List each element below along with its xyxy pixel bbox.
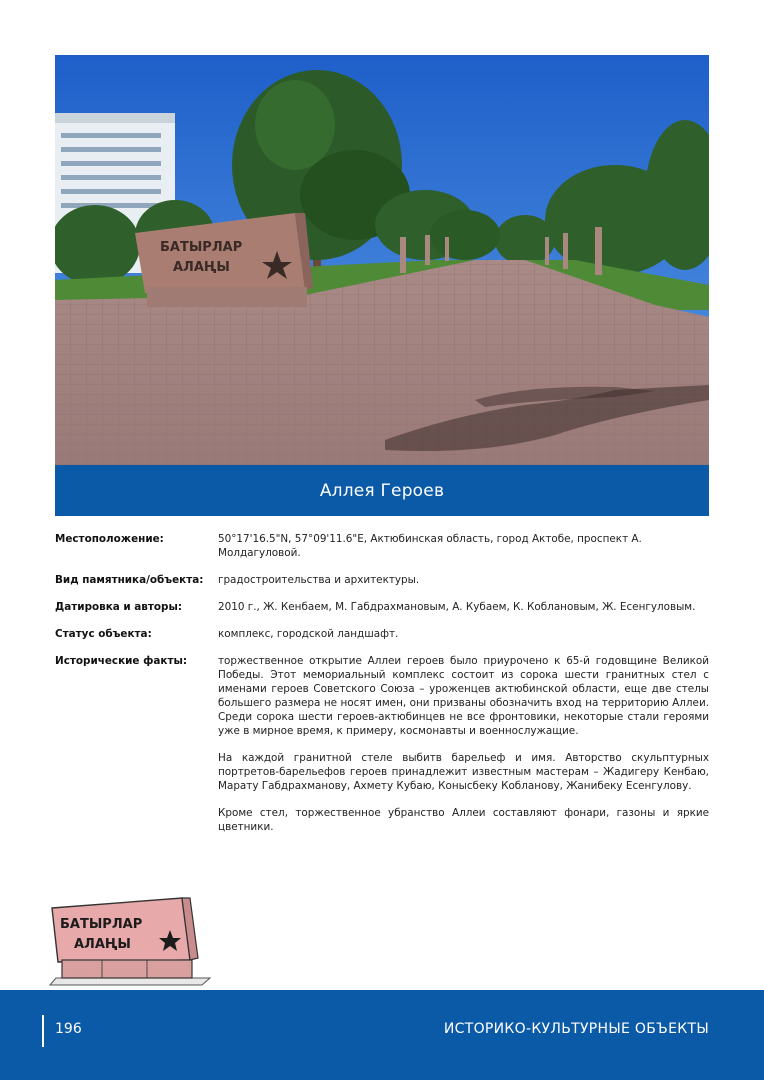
info-label: Вид памятника/объекта:: [55, 574, 204, 586]
info-label: Статус объекта:: [55, 628, 152, 640]
photo-illustration: [55, 55, 709, 465]
info-value: [218, 654, 709, 834]
history-paragraph: Кроме стел, торжественное убранство Аллеи составляют фонари, газоны и яркие цветники.: [218, 807, 709, 833]
monument-sketch: [42, 890, 217, 990]
footer-divider: [42, 1015, 44, 1047]
info-label: Исторические факты:: [55, 655, 188, 667]
section-title: ИСТОРИКО-КУЛЬТУРНЫЕ ОБЪЕКТЫ: [443, 1021, 709, 1037]
info-row-status: [55, 627, 709, 641]
info-value: комплекс, городской ландшафт.: [218, 628, 399, 640]
history-paragraph: На каждой гранитной стеле выбитв барельеф и имя. Авторство скульптурных портретов-барельефов героев принадлежит известным мастерам – Жадигеру Кенбаю, Марату Габдрахманову, Ахмету Кубаю, Конысбеку Кобланову, Жанибеку Есенгулову.: [218, 752, 709, 792]
info-row-type: [55, 573, 709, 587]
info-label: Датировка и авторы:: [55, 601, 183, 613]
info-row-location: [55, 532, 709, 560]
sketch-text-line2: АЛАҢЫ: [74, 937, 131, 952]
info-row-dating: [55, 600, 709, 614]
info-value: 50°17'16.5"N, 57°09'11.6"E, Актюбинская область, город Актобе, проспект А. Молдагуловой.: [218, 533, 642, 559]
info-table: [55, 532, 709, 847]
monument-text-line2: АЛАҢЫ: [173, 260, 230, 275]
info-row-history: [55, 654, 709, 834]
page-footer: [0, 990, 764, 1080]
info-label: Местоположение:: [55, 533, 164, 545]
sketch-illustration: [42, 890, 217, 990]
info-value: градостроительства и архитектуры.: [218, 574, 420, 586]
monument-title: Аллея Героев: [319, 480, 445, 501]
caption-bar: [55, 465, 709, 516]
page-number: 196: [55, 1021, 82, 1037]
sketch-text-line1: БАТЫРЛАР: [60, 917, 143, 932]
monument-photo: [55, 55, 709, 465]
history-paragraph: торжественное открытие Аллеи героев было приурочено к 65-й годовщине Великой Победы. Этот мемориальный комплекс состоит из сорока шести гранитных стел с именами героев Советского Союза – уроженцев актюбинской области, еще две стелы большего размера не носят имен, они призваны обозначить вход на территорию Аллеи. Среди сорока шести героев-актюбинцев не все фронтовики, некоторые стали героями уже в мирное время, к примеру, космонавты и военнослужащие.: [218, 655, 709, 737]
info-value: 2010 г., Ж. Кенбаем, М. Габдрахмановым, А. Кубаем, К. Коблановым, Ж. Есенгуловым.: [218, 601, 696, 613]
monument-text-line1: БАТЫРЛАР: [160, 240, 243, 255]
